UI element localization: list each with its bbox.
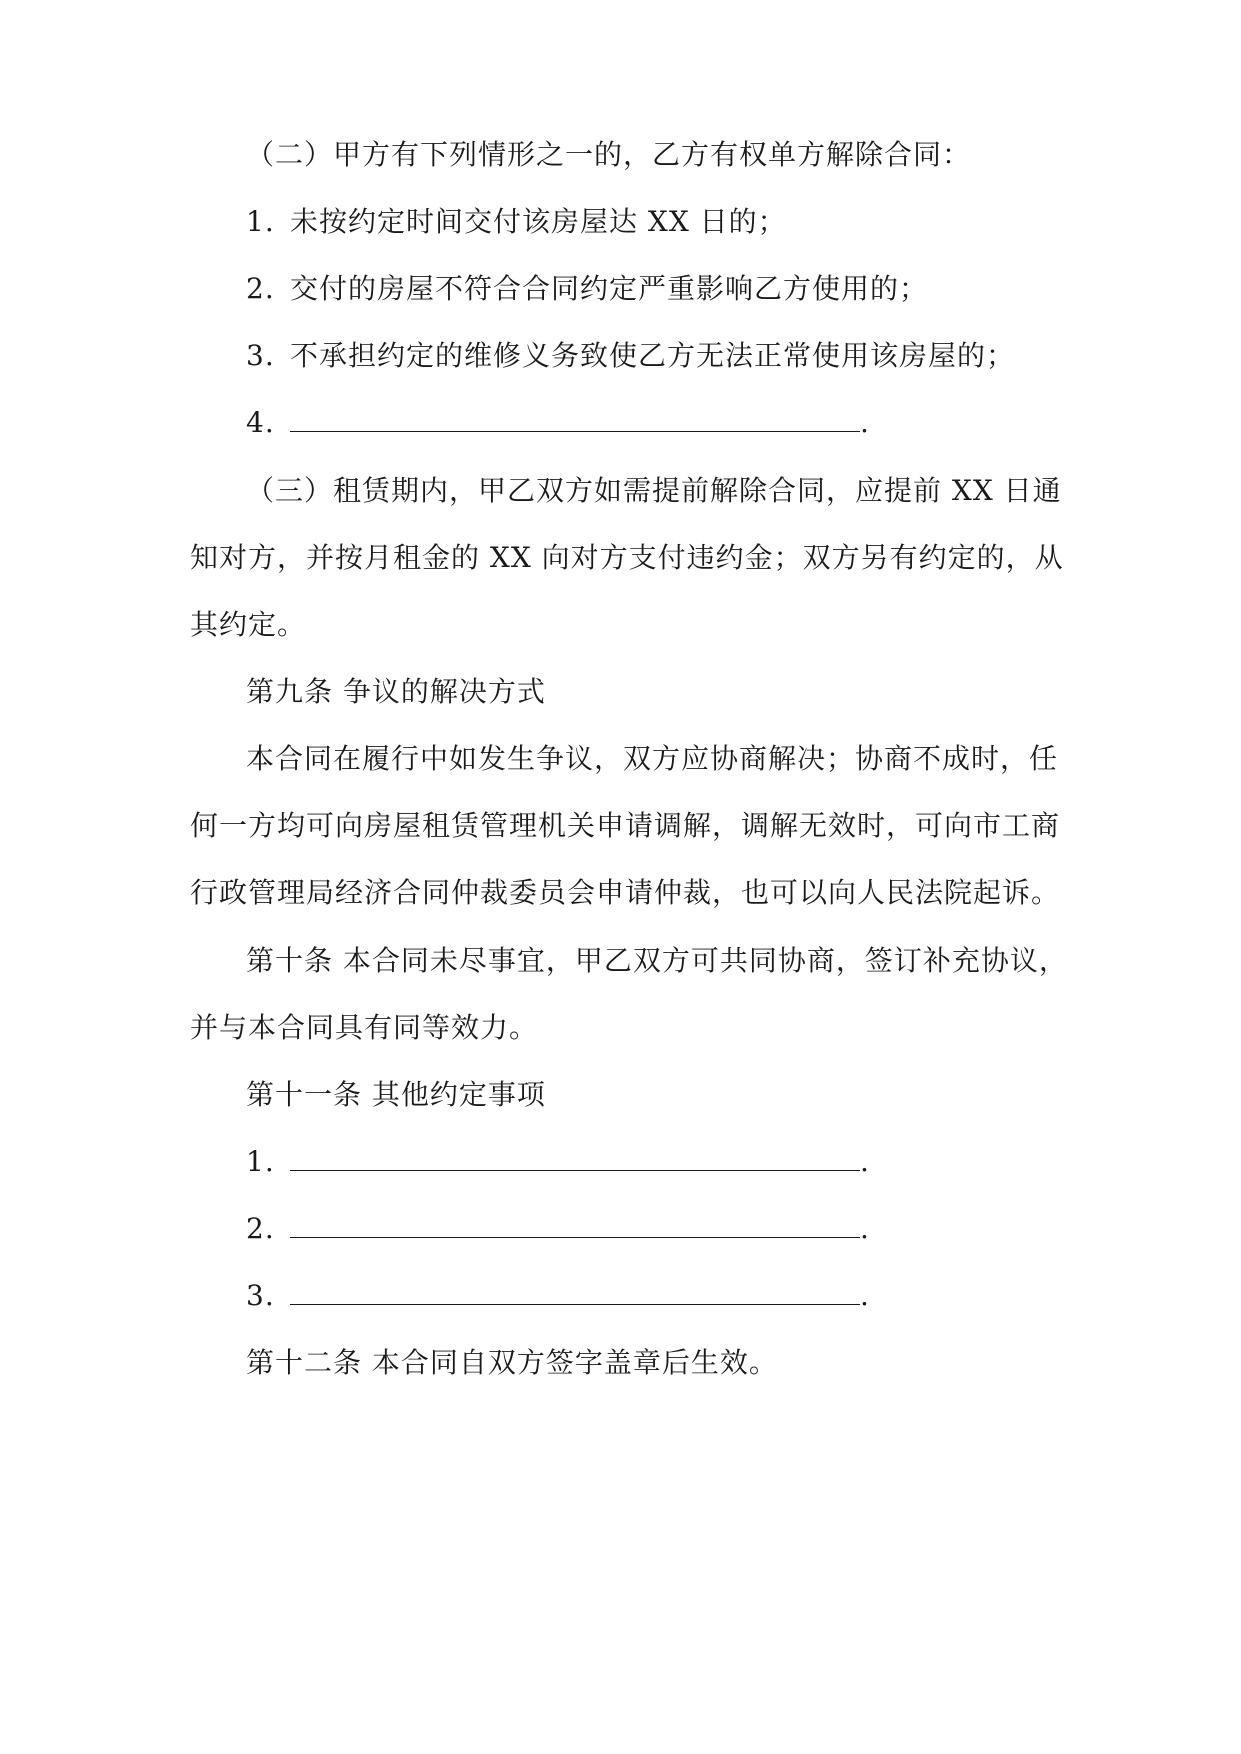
item-end: . (860, 406, 870, 439)
item-text: 交付的房屋不符合合同约定严重影响乙方使用的； (290, 272, 929, 305)
item-number: 1. (246, 1145, 275, 1178)
clause-8-3-line-1: （三）租赁期内，甲乙双方如需提前解除合同，应提前 XX 日通 (246, 474, 1062, 507)
article-10-line-2: 并与本合同具有同等效力。 (190, 1011, 539, 1044)
item-number: 4. (246, 406, 275, 439)
article-12: 第十二条 本合同自双方签字盖章后生效。 (246, 1346, 778, 1379)
fill-in-blank[interactable] (290, 1144, 860, 1171)
item-text: 未按约定时间交付该房屋达 XX 日的； (290, 205, 787, 238)
item-number: 3. (246, 1279, 275, 1312)
article-9-line-3: 行政管理局经济合同仲裁委员会申请仲裁，也可以向人民法院起诉。 (190, 876, 1061, 909)
article-11-item-3 (246, 1276, 870, 1316)
item-text: 不承担约定的维修义务致使乙方无法正常使用该房屋的； (290, 339, 1016, 372)
article-10-line-1: 第十条 本合同未尽事宜，甲乙双方可共同协商，签订补充协议， (246, 944, 1068, 977)
fill-in-blank[interactable] (290, 405, 860, 432)
item-end: . (860, 1279, 870, 1312)
article-11-title: 第十一条 其他约定事项 (246, 1078, 546, 1111)
article-11-item-2 (246, 1209, 870, 1249)
fill-in-blank[interactable] (290, 1211, 860, 1238)
article-9-line-2: 何一方均可向房屋租赁管理机关申请调解，调解无效时，可向市工商 (190, 809, 1061, 842)
item-end: . (860, 1145, 870, 1178)
item-number: 2. (246, 272, 275, 305)
article-11-item-1 (246, 1142, 870, 1182)
item-end: . (860, 1212, 870, 1245)
clause-8-3-line-2: 知对方，并按月租金的 XX 向对方支付违约金；双方另有约定的，从 (190, 541, 1064, 574)
clause-8-2-item-3 (246, 336, 1015, 376)
clause-8-2-item-4 (246, 403, 870, 443)
item-number: 2. (246, 1212, 275, 1245)
item-number: 1. (246, 205, 275, 238)
clause-8-2-heading: （二）甲方有下列情形之一的，乙方有权单方解除合同： (246, 138, 972, 171)
item-number: 3. (246, 339, 275, 372)
article-9-line-1: 本合同在履行中如发生争议，双方应协商解决；协商不成时，任 (246, 742, 1059, 775)
clause-8-2-item-2 (246, 269, 928, 309)
article-9-title: 第九条 争议的解决方式 (246, 675, 546, 708)
fill-in-blank[interactable] (290, 1278, 860, 1305)
clause-8-2-item-1 (246, 202, 787, 242)
clause-8-3-line-3: 其约定。 (190, 608, 307, 641)
